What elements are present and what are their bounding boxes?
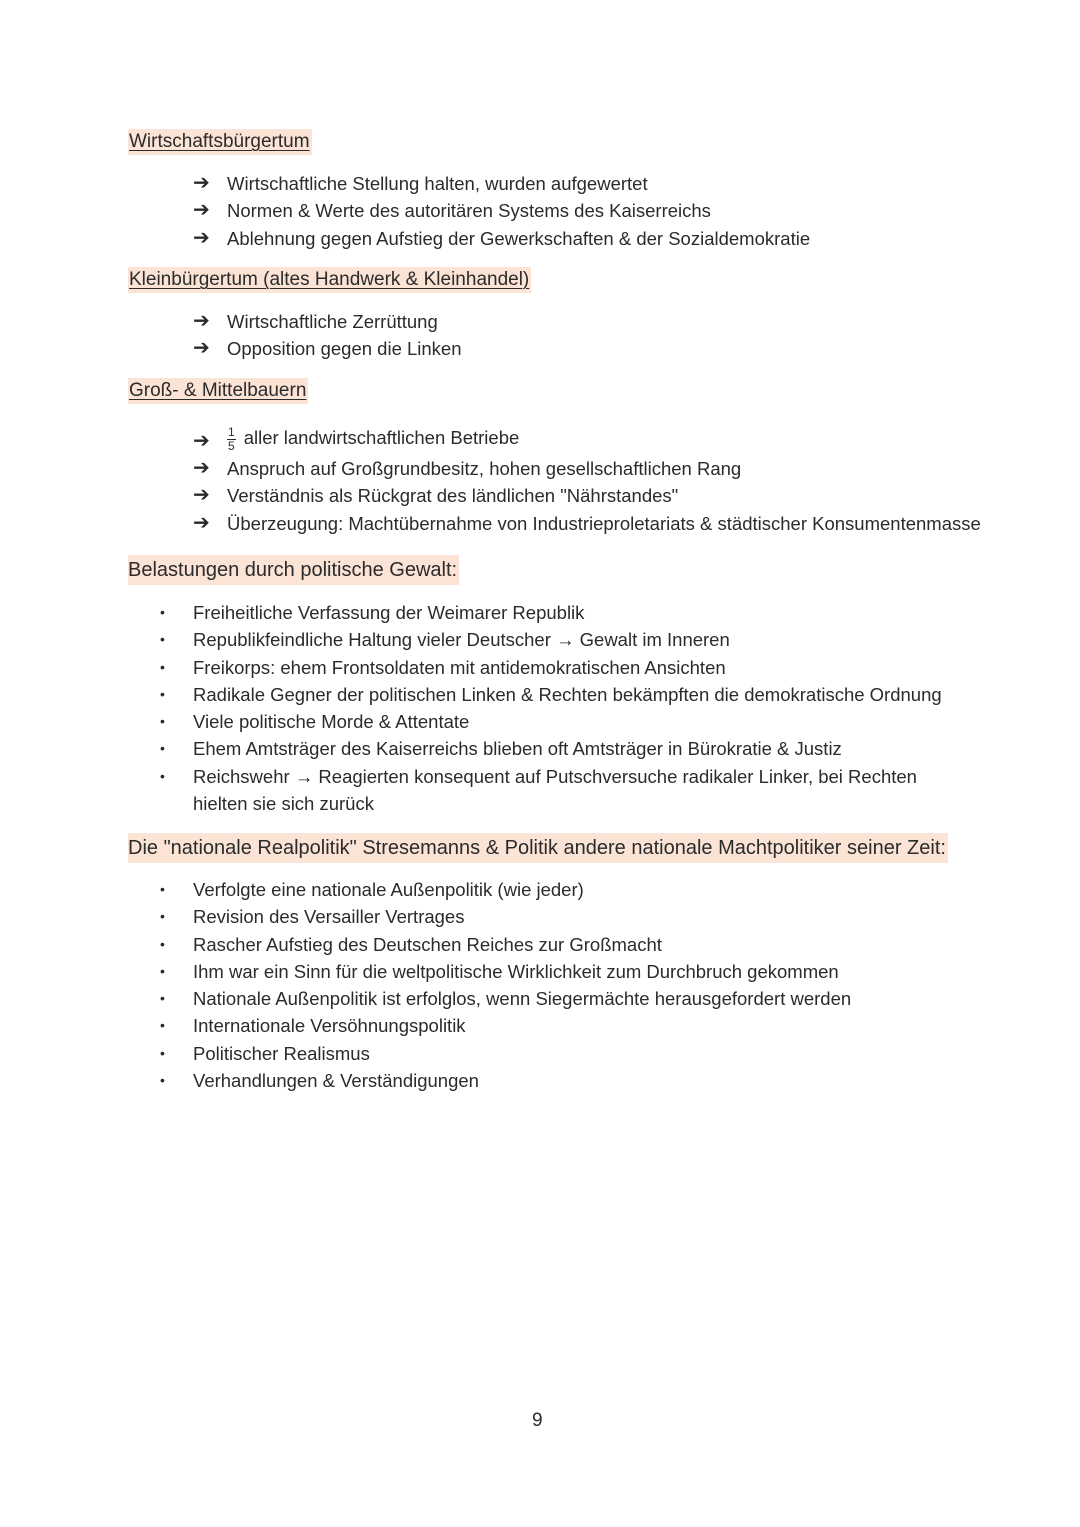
list-item: ➔ $\frac{1}{5}$ aller landwirtschaftlichen Betriebe: [193, 421, 981, 455]
arrow-icon: ➔: [193, 199, 210, 222]
list-item: • Republikfeindliche Haltung vieler Deutscher → Gewalt im Inneren: [160, 626, 960, 653]
list-item: • Nationale Außenpolitik ist erfolglos, wenn Siegermächte herausgefordert werden: [160, 985, 960, 1012]
arrow-icon: ➔: [193, 430, 210, 452]
list-item: • Freiheitliche Verfassung der Weimarer Republik: [160, 599, 960, 626]
list-item: ➔ Ablehnung gegen Aufstieg der Gewerkschaften & der Sozialdemokratie: [193, 225, 810, 252]
list-item: • Radikale Gegner der politischen Linken & Rechten bekämpften die demokratische Ordnung: [160, 681, 960, 708]
bullet-icon: •: [160, 935, 165, 952]
list-item: • Verhandlungen & Verständigungen: [160, 1067, 960, 1094]
arrow-icon: ➔: [193, 226, 210, 249]
list-item: ➔ Wirtschaftliche Zerrüttung: [193, 308, 462, 335]
bullet-icon: •: [160, 1072, 165, 1089]
list-item: • Rascher Aufstieg des Deutschen Reiches zur Großmacht: [160, 931, 960, 958]
bullet-icon: •: [160, 908, 165, 925]
bullet-icon: •: [160, 685, 165, 702]
list-item: ➔ Normen & Werte des autoritären Systems des Kaiserreichs: [193, 197, 810, 224]
fraction: $\frac{1}{5}$: [228, 424, 235, 453]
list-item: • Verfolgte eine nationale Außenpolitik (wie jeder): [160, 876, 960, 903]
heading-kleinbuergertum: Kleinbürgertum (altes Handwerk & Kleinhandel): [128, 267, 531, 293]
list-item: • Internationale Versöhnungspolitik: [160, 1012, 960, 1039]
bullet-icon: •: [160, 881, 165, 897]
list-item: • Revision des Versailler Vertrages: [160, 903, 960, 930]
list-bauern: [193, 421, 981, 537]
list-item: • Ihm war ein Sinn für die weltpolitische Wirklichkeit zum Durchbruch gekommen: [160, 958, 960, 985]
list-item: ➔ Überzeugung: Machtübernahme von Industrieproletariats & städtischer Konsumentenmasse: [193, 510, 981, 537]
list-item: • Ehem Amtsträger des Kaiserreichs blieben oft Amtsträger in Bürokratie & Justiz: [160, 735, 960, 762]
list-item: ➔ Verständnis als Rückgrat des ländlichen "Nährstandes": [193, 482, 981, 509]
list-item: • Politischer Realismus: [160, 1040, 960, 1067]
list-wirtschaftsbuergertum: [193, 170, 810, 252]
bullet-icon: •: [160, 1017, 165, 1034]
bullet-icon: •: [160, 1044, 165, 1061]
list-item: • Reichswehr → Reagierten konsequent auf Putschversuche radikaler Linker, bei Rechten hielten sie sich zurück: [160, 763, 960, 818]
bullet-icon: •: [160, 658, 165, 675]
list-item: ➔ Opposition gegen die Linken: [193, 335, 462, 362]
list-item: • Viele politische Morde & Attentate: [160, 708, 960, 735]
list-kleinbuergertum: [193, 308, 462, 363]
bullet-icon: •: [160, 767, 165, 784]
arrow-icon: ➔: [193, 457, 210, 479]
arrow-icon: ➔: [193, 172, 210, 194]
heading-belastungen: Belastungen durch politische Gewalt:: [128, 555, 459, 585]
heading-realpolitik: Die "nationale Realpolitik" Stresemanns & Politik andere nationale Machtpolitiker seiner Zeit:: [128, 833, 948, 863]
page-number: 9: [532, 1410, 543, 1431]
arrow-icon: ➔: [193, 484, 210, 507]
list-belastungen: [160, 599, 960, 817]
list-realpolitik: [160, 876, 960, 1094]
heading-wirtschaftsbuergertum: Wirtschaftsbürgertum: [128, 129, 312, 155]
bullet-icon: •: [160, 740, 165, 757]
list-item: ➔ Anspruch auf Großgrundbesitz, hohen gesellschaftlichen Rang: [193, 455, 981, 482]
bullet-icon: •: [160, 631, 165, 648]
arrow-icon: ➔: [193, 310, 210, 332]
bullet-icon: •: [160, 990, 165, 1007]
list-item: ➔ Wirtschaftliche Stellung halten, wurden aufgewertet: [193, 170, 810, 197]
bullet-icon: •: [160, 962, 165, 979]
list-item: • Freikorps: ehem Frontsoldaten mit antidemokratischen Ansichten: [160, 654, 960, 681]
bullet-icon: •: [160, 604, 165, 620]
arrow-icon: ➔: [193, 511, 210, 534]
bullet-icon: •: [160, 713, 165, 730]
arrow-icon: ➔: [193, 337, 210, 360]
heading-bauern: Groß- & Mittelbauern: [128, 378, 308, 404]
